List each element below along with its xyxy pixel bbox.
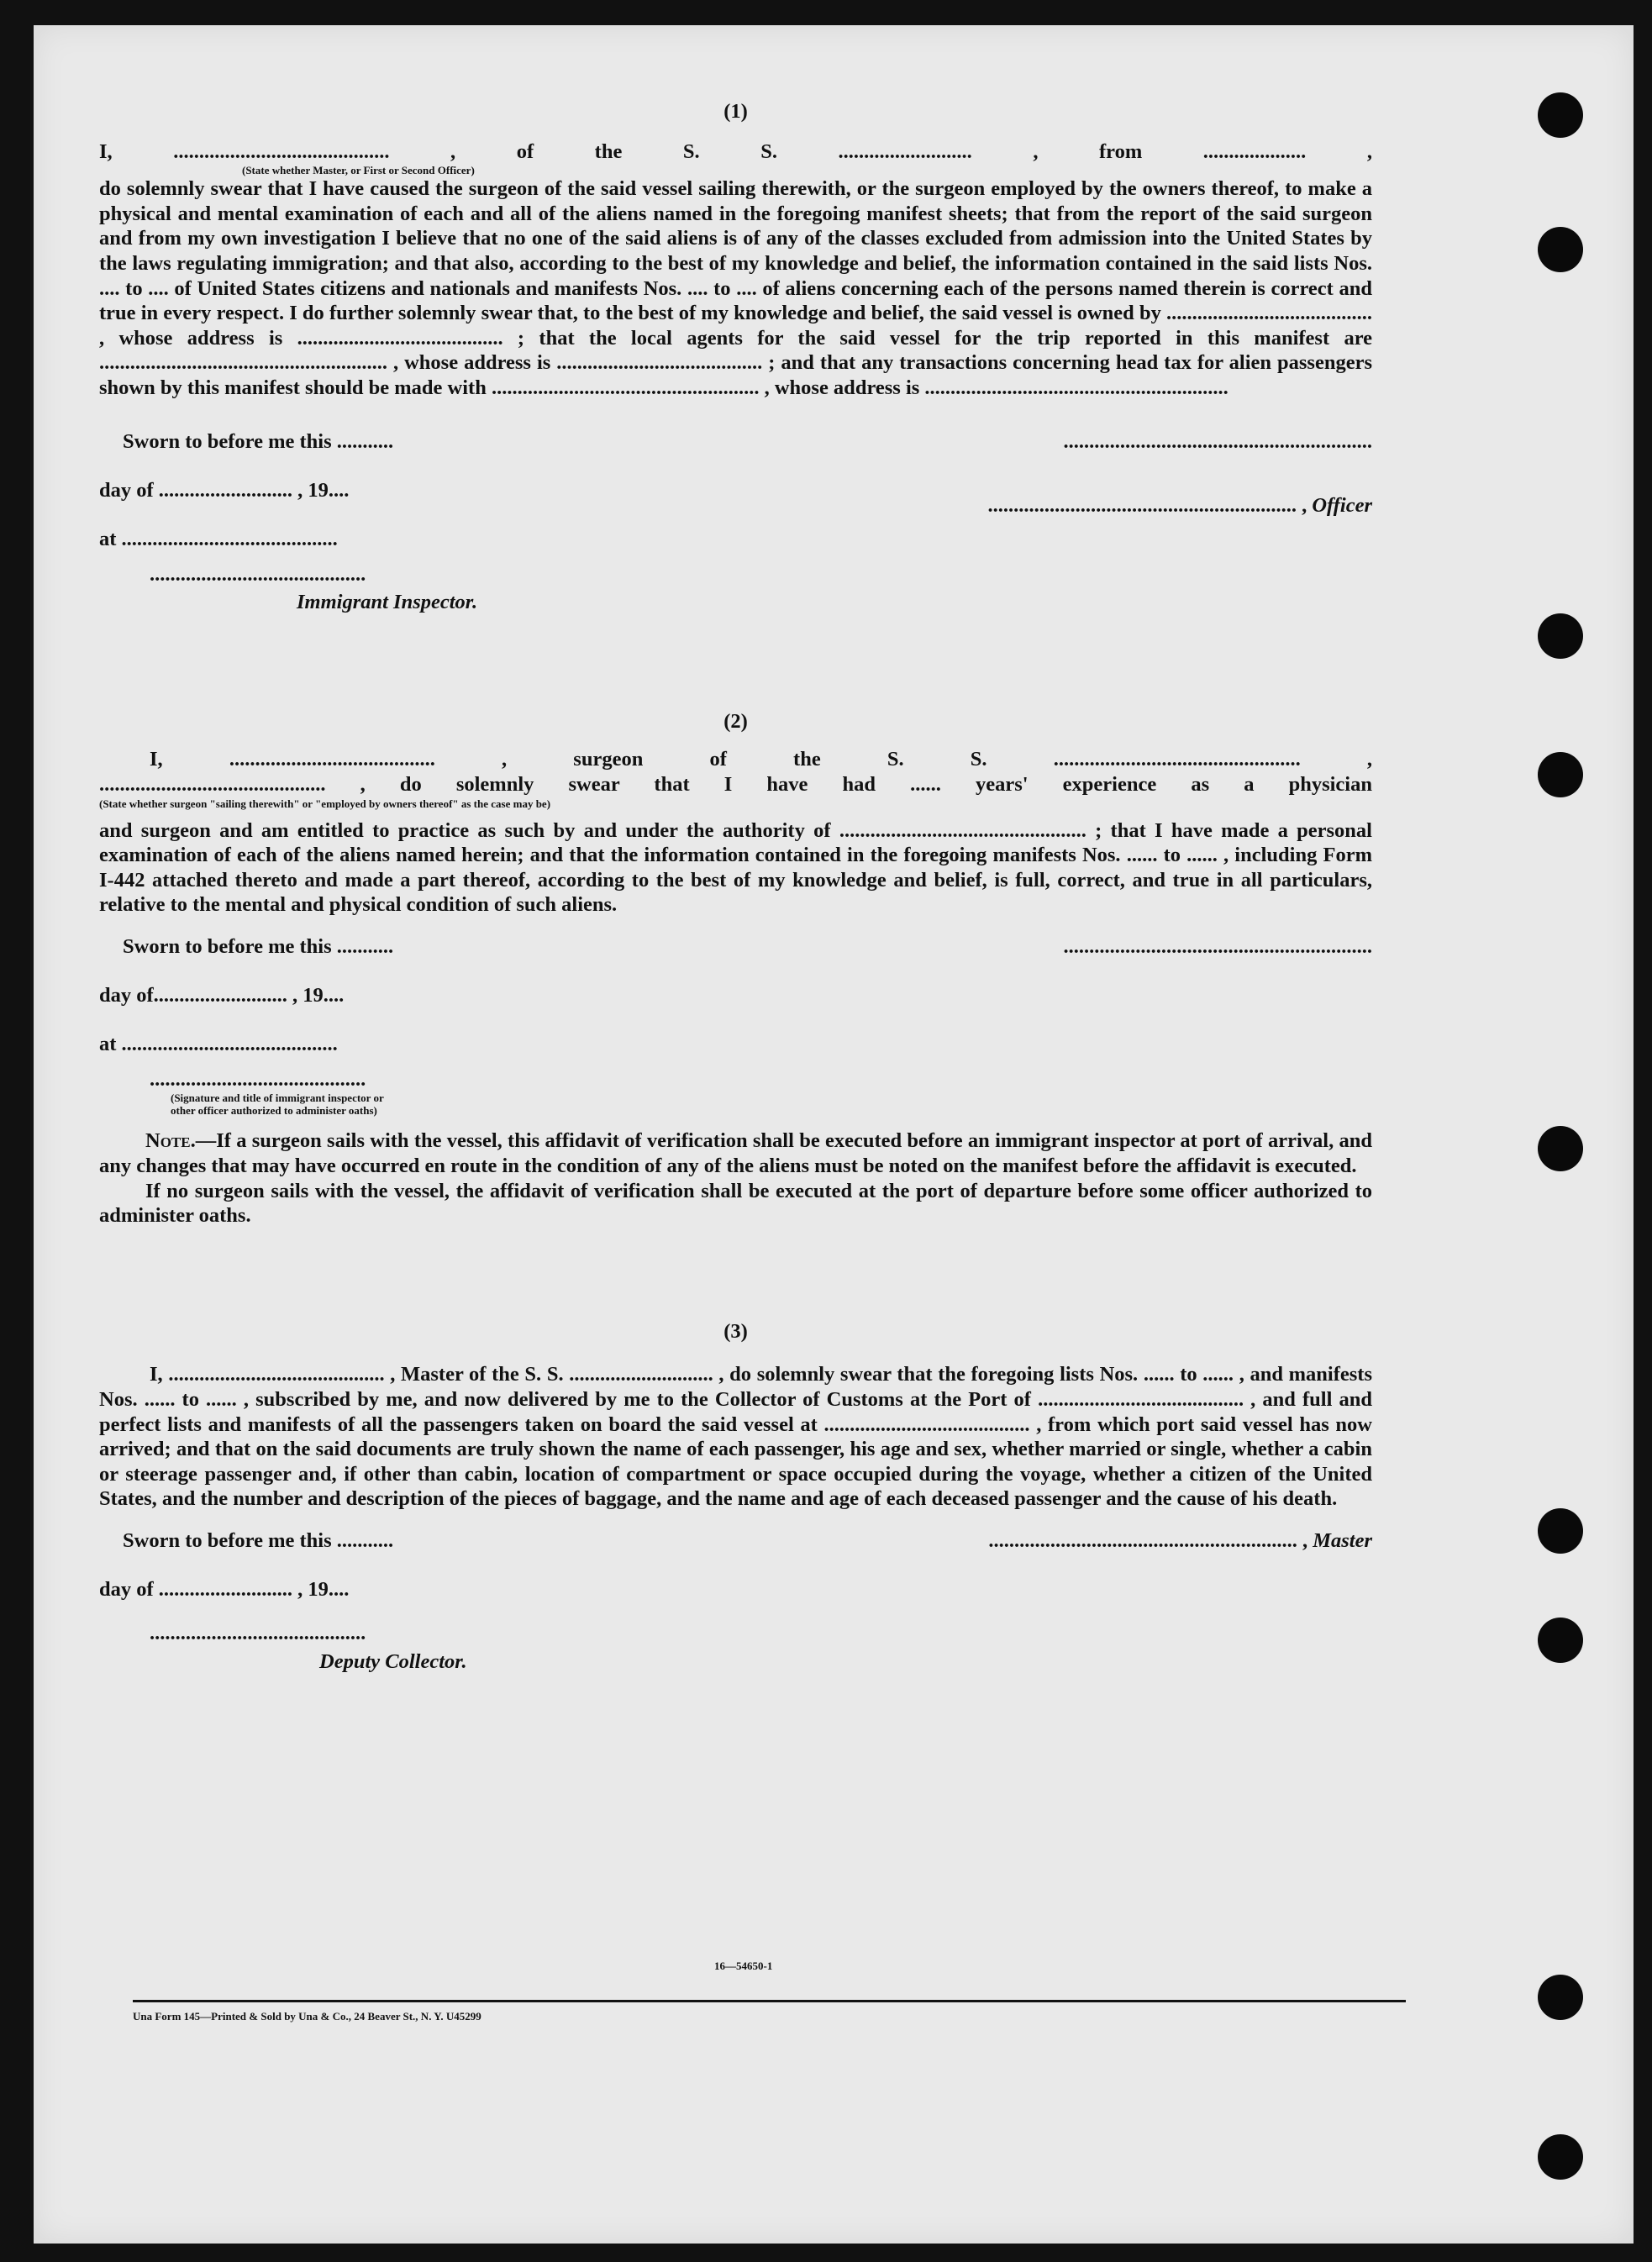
sec1-sworn-row [99,419,1372,468]
affidavit-content [99,99,1372,1674]
sec1-officer-row [987,493,1372,518]
sec1-paragraph [99,176,1372,400]
footer-rule [133,2000,1406,2002]
sec1-sig-dots: .......................................... [150,562,366,586]
sec1-sworn: Sworn to before me this ........... [123,429,394,453]
section-2-number: (2) [723,709,748,733]
sec3-master-row [988,1528,1372,1554]
sec3-master-label: Master [1313,1529,1372,1552]
sec2-sworn: Sworn to before me this ........... [123,934,394,958]
punch-hole [1538,1126,1583,1171]
sec1-text: do solemnly swear that I have caused the surgeon of the said vessel sailing therewith, or the surgeon employed by the owners thereof, to make a physical and mental examination of each and all of the aliens named in the foregoing manifest sheets; that from the report of the said surgeon and from my own investigation I believe that no one of the said aliens is of any of the classes excluded from admission into the United States by the laws regulating immigration; and that also, according to the best of my knowledge and belief, the information contained in the said lists Nos. .... to .... of United States citizens and nationals and manifests Nos. .... to .... of aliens concerning each of the persons named therein is correct and true in every respect. I do further solemnly swear that, to the best of my knowledge and belief, the said vessel is owned by ........................................ , whose address is ........................................ ; that the local agents for the said vessel for the trip reported in this manifest are ........................................................ , whose address is ........................................ ; and that any transactions concerning head tax for alien passengers shown by this manifest should be made with .................................................... , whose address is ........................................................... [99,177,1372,399]
sec2-sworn-line: ............................................................ [1063,934,1372,958]
sec1-sworn-line: ............................................................ [1063,429,1372,453]
sec2-sig-dots: .......................................... [150,1067,366,1091]
sec1-officer-line: ............................................................ , [987,493,1307,517]
sec3-collector-label: Deputy Collector. [319,1649,467,1673]
sec1-at: at .......................................... [99,527,338,550]
sec2-at: at .......................................... [99,1032,338,1055]
punch-hole [1538,752,1583,797]
sec3-sworn: Sworn to before me this ........... [123,1529,394,1552]
punch-hole [1538,227,1583,272]
sec1-day: day of .......................... , 19.... [99,478,350,502]
section-1-number: (1) [723,100,748,123]
punch-hole [1538,2134,1583,2180]
section-3-number: (3) [723,1319,748,1343]
sec3-paragraph [99,1362,1372,1512]
sec2-day-row [99,973,1372,1022]
punch-hole [1538,1508,1583,1554]
sec3-day: day of .......................... , 19.... [99,1578,350,1601]
sec2-at-row [99,1022,1372,1071]
punch-hole [1538,92,1583,138]
sec1-inspector-label: Immigrant Inspector. [297,591,478,614]
sec2-surgeon-note: (State whether surgeon "sailing therewith" or "employed by owners thereof" as the case may be) [99,797,551,810]
sec3-day-row [99,1567,1372,1616]
sec2-first-line: I, ........................................ , surgeon of the S. S. ................................................ , [150,748,1372,771]
note-text: —If a surgeon sails with the vessel, this affidavit of verification shall be executed before an immigrant inspector at port of arrival, and any changes that may have occurred en route in the condition of any of the aliens must be noted on the manifest before the affidavit is executed. [99,1129,1372,1178]
sec2-second-line: ............................................ , do solemnly swear that I have had ...... years' experience as a physician [99,772,1372,796]
note-label: Note. [145,1129,196,1153]
sec1-day-row [99,468,1372,517]
sec2-day: day of.......................... , 19.... [99,983,345,1007]
sec2-text: and surgeon and am entitled to practice as such by and under the authority of ................................................ ; that I have made a personal examination of each of the aliens named herein; and that the information contained in the foregoing manifests Nos. ...... to ...... , including Form I-442 attached thereto and made a part thereof, according to the best of my knowledge and belief, is full, correct, and true in all particulars, relative to the mental and physical condition of such aliens. [99,818,1372,917]
sec1-first-line: I, .......................................... , of the S. S. .......................... , from .................... , [99,139,1372,163]
punch-hole [1538,1618,1583,1663]
form-number: 16—54650-1 [714,1960,773,1972]
sec2-sworn-row [99,924,1372,973]
sec2-paragraph [99,818,1372,918]
sec2-sig-caption-2: other officer authorized to administer oaths) [171,1104,377,1118]
sec3-text: I, .......................................... , Master of the S. S. ............................ , do solemnly swear that the foregoing lists Nos. ...... to ...... , and manifests Nos. ...... to ...... , subscribed by me, and now delivered by me to the Collector of Customs at the Port of ........................................ , and full and perfect lists and manifests of all the passengers taken on board the said vessel at ........................................ , from which port said vessel has now arrived; and that on the said documents are truly shown the name of each passenger, his age and sex, whether married or single, whether a cabin or steerage passenger and, if other than cabin, location of compartment or space occupied during the voyage, whether a citizen of the United States, and the number and description of the pieces of baggage, and the name and age of each deceased passenger and the cause of his death. [99,1363,1372,1511]
sec3-master-line: ............................................................ , [988,1529,1308,1552]
note-2: If no surgeon sails with the vessel, the affidavit of verification shall be executed at the port of departure before some officer authorized to administer oaths. [99,1179,1372,1228]
punch-hole [1538,613,1583,659]
sec2-note [99,1128,1372,1228]
sec2-sig-caption-1: (Signature and title of immigrant inspector or [171,1092,384,1105]
punch-hole [1538,1975,1583,2020]
sec3-sig-dots: .......................................... [150,1622,366,1644]
sec1-at-row [99,517,1372,566]
printer-footer: Una Form 145—Printed & Sold by Una & Co., 24 Beaver St., N. Y. U45299 [133,2010,481,2023]
sec3-sworn-row [99,1518,1372,1567]
sec1-officer-label: Officer [1312,493,1372,517]
sec1-officer-note: (State whether Master, or First or Second Officer) [242,164,475,177]
